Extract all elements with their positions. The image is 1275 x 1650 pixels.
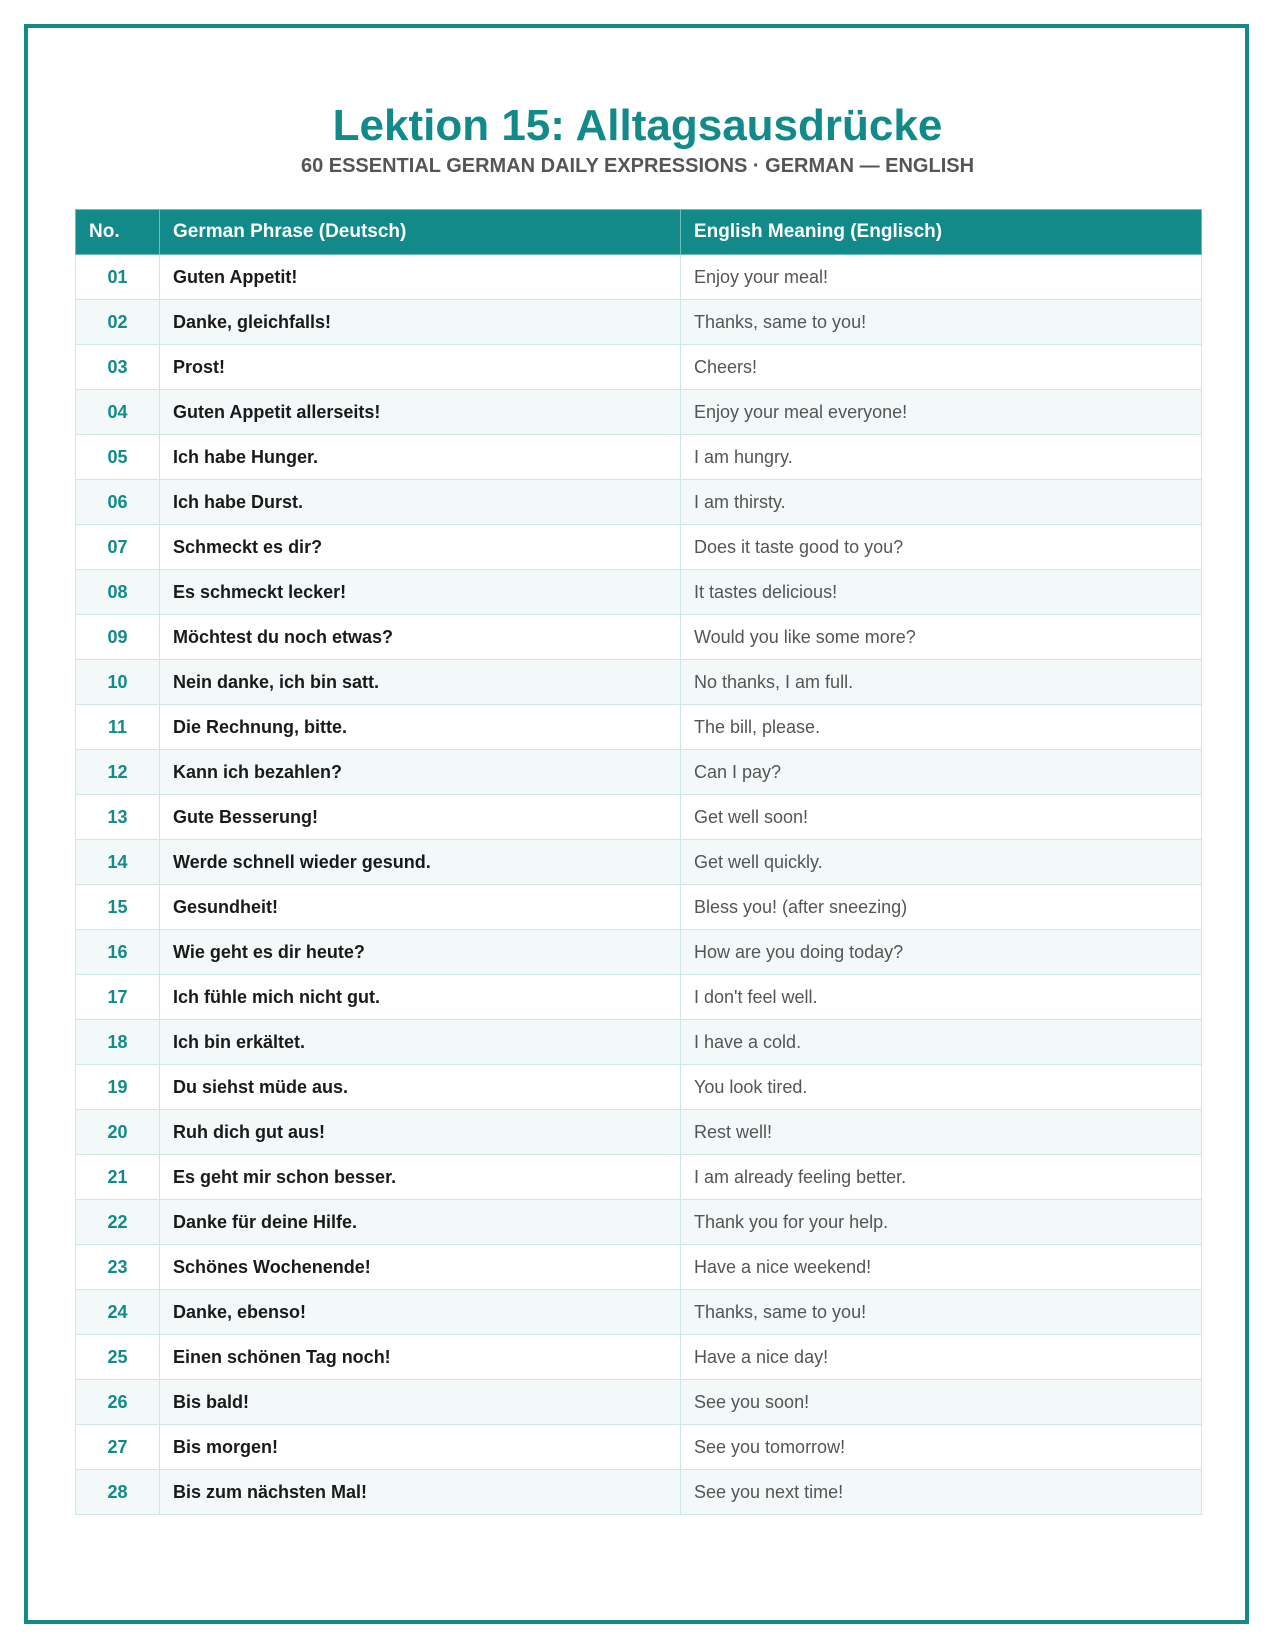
page-subtitle: 60 ESSENTIAL GERMAN DAILY EXPRESSIONS · GERMAN — ENGLISH xyxy=(300,155,975,177)
table-row xyxy=(76,1065,1202,1110)
table-row xyxy=(76,750,1202,795)
german-phrase: Ruh dich gut aus! xyxy=(160,1110,681,1155)
table-row xyxy=(76,1155,1202,1200)
german-phrase: Kann ich bezahlen? xyxy=(160,750,681,795)
english-meaning: Enjoy your meal everyone! xyxy=(681,390,1202,435)
english-meaning: Thank you for your help. xyxy=(681,1200,1202,1245)
german-phrase: Gute Besserung! xyxy=(160,795,681,840)
row-number: 26 xyxy=(76,1380,160,1425)
english-meaning: Thanks, same to you! xyxy=(681,300,1202,345)
row-number: 22 xyxy=(76,1200,160,1245)
german-phrase: Ich bin erkältet. xyxy=(160,1020,681,1065)
header-german-phrase: German Phrase (Deutsch) xyxy=(160,210,681,255)
table-row xyxy=(76,615,1202,660)
german-phrase: Werde schnell wieder gesund. xyxy=(160,840,681,885)
row-number: 09 xyxy=(76,615,160,660)
english-meaning: I don't feel well. xyxy=(681,975,1202,1020)
german-phrase: Du siehst müde aus. xyxy=(160,1065,681,1110)
row-number: 07 xyxy=(76,525,160,570)
row-number: 12 xyxy=(76,750,160,795)
row-number: 10 xyxy=(76,660,160,705)
table-row xyxy=(76,480,1202,525)
german-phrase: Bis morgen! xyxy=(160,1425,681,1470)
row-number: 04 xyxy=(76,390,160,435)
table-row xyxy=(76,975,1202,1020)
english-meaning: Bless you! (after sneezing) xyxy=(681,885,1202,930)
english-meaning: See you soon! xyxy=(681,1380,1202,1425)
vocabulary-table xyxy=(75,209,1202,1515)
german-phrase: Nein danke, ich bin satt. xyxy=(160,660,681,705)
table-row xyxy=(76,1200,1202,1245)
table-row xyxy=(76,300,1202,345)
english-meaning: Enjoy your meal! xyxy=(681,255,1202,300)
table-row xyxy=(76,1380,1202,1425)
german-phrase: Bis zum nächsten Mal! xyxy=(160,1470,681,1515)
german-phrase: Danke, ebenso! xyxy=(160,1290,681,1335)
row-number: 14 xyxy=(76,840,160,885)
row-number: 11 xyxy=(76,705,160,750)
table-body xyxy=(76,255,1202,1515)
english-meaning: Get well soon! xyxy=(681,795,1202,840)
table-row xyxy=(76,390,1202,435)
table-row xyxy=(76,795,1202,840)
table-row xyxy=(76,705,1202,750)
table-row xyxy=(76,660,1202,705)
english-meaning: No thanks, I am full. xyxy=(681,660,1202,705)
german-phrase: Danke, gleichfalls! xyxy=(160,300,681,345)
german-phrase: Die Rechnung, bitte. xyxy=(160,705,681,750)
english-meaning: Would you like some more? xyxy=(681,615,1202,660)
row-number: 06 xyxy=(76,480,160,525)
german-phrase: Ich fühle mich nicht gut. xyxy=(160,975,681,1020)
english-meaning: Get well quickly. xyxy=(681,840,1202,885)
row-number: 23 xyxy=(76,1245,160,1290)
english-meaning: You look tired. xyxy=(681,1065,1202,1110)
row-number: 18 xyxy=(76,1020,160,1065)
german-phrase: Prost! xyxy=(160,345,681,390)
row-number: 05 xyxy=(76,435,160,480)
table-row xyxy=(76,1425,1202,1470)
table-row xyxy=(76,345,1202,390)
row-number: 03 xyxy=(76,345,160,390)
german-phrase: Gesundheit! xyxy=(160,885,681,930)
row-number: 20 xyxy=(76,1110,160,1155)
english-meaning: I have a cold. xyxy=(681,1020,1202,1065)
english-meaning: I am already feeling better. xyxy=(681,1155,1202,1200)
row-number: 15 xyxy=(76,885,160,930)
english-meaning: See you next time! xyxy=(681,1470,1202,1515)
german-phrase: Es geht mir schon besser. xyxy=(160,1155,681,1200)
german-phrase: Möchtest du noch etwas? xyxy=(160,615,681,660)
table-row xyxy=(76,1245,1202,1290)
row-number: 19 xyxy=(76,1065,160,1110)
english-meaning: It tastes delicious! xyxy=(681,570,1202,615)
table-row xyxy=(76,885,1202,930)
table-row xyxy=(76,840,1202,885)
row-number: 21 xyxy=(76,1155,160,1200)
german-phrase: Es schmeckt lecker! xyxy=(160,570,681,615)
german-phrase: Ich habe Hunger. xyxy=(160,435,681,480)
table-row xyxy=(76,1110,1202,1155)
table-row xyxy=(76,435,1202,480)
row-number: 24 xyxy=(76,1290,160,1335)
english-meaning: The bill, please. xyxy=(681,705,1202,750)
row-number: 01 xyxy=(76,255,160,300)
german-phrase: Guten Appetit allerseits! xyxy=(160,390,681,435)
table-row xyxy=(76,255,1202,300)
table-row xyxy=(76,1335,1202,1380)
table-row xyxy=(76,1290,1202,1335)
english-meaning: Rest well! xyxy=(681,1110,1202,1155)
table-row xyxy=(76,525,1202,570)
english-meaning: I am thirsty. xyxy=(681,480,1202,525)
english-meaning: Have a nice weekend! xyxy=(681,1245,1202,1290)
english-meaning: Thanks, same to you! xyxy=(681,1290,1202,1335)
header-english-meaning: English Meaning (Englisch) xyxy=(681,210,1202,255)
row-number: 28 xyxy=(76,1470,160,1515)
table-header-row xyxy=(76,210,1202,255)
row-number: 27 xyxy=(76,1425,160,1470)
table-row xyxy=(76,570,1202,615)
english-meaning: Does it taste good to you? xyxy=(681,525,1202,570)
row-number: 08 xyxy=(76,570,160,615)
table-row xyxy=(76,930,1202,975)
german-phrase: Einen schönen Tag noch! xyxy=(160,1335,681,1380)
header-number: No. xyxy=(76,210,160,255)
english-meaning: I am hungry. xyxy=(681,435,1202,480)
english-meaning: See you tomorrow! xyxy=(681,1425,1202,1470)
german-phrase: Schönes Wochenende! xyxy=(160,1245,681,1290)
german-phrase: Schmeckt es dir? xyxy=(160,525,681,570)
page-title: Lektion 15: Alltagsausdrücke xyxy=(332,101,943,150)
german-phrase: Bis bald! xyxy=(160,1380,681,1425)
row-number: 02 xyxy=(76,300,160,345)
german-phrase: Wie geht es dir heute? xyxy=(160,930,681,975)
table-row xyxy=(76,1470,1202,1515)
row-number: 13 xyxy=(76,795,160,840)
german-phrase: Danke für deine Hilfe. xyxy=(160,1200,681,1245)
row-number: 25 xyxy=(76,1335,160,1380)
row-number: 17 xyxy=(76,975,160,1020)
english-meaning: Can I pay? xyxy=(681,750,1202,795)
english-meaning: How are you doing today? xyxy=(681,930,1202,975)
english-meaning: Cheers! xyxy=(681,345,1202,390)
table-row xyxy=(76,1020,1202,1065)
german-phrase: Ich habe Durst. xyxy=(160,480,681,525)
row-number: 16 xyxy=(76,930,160,975)
german-phrase: Guten Appetit! xyxy=(160,255,681,300)
english-meaning: Have a nice day! xyxy=(681,1335,1202,1380)
